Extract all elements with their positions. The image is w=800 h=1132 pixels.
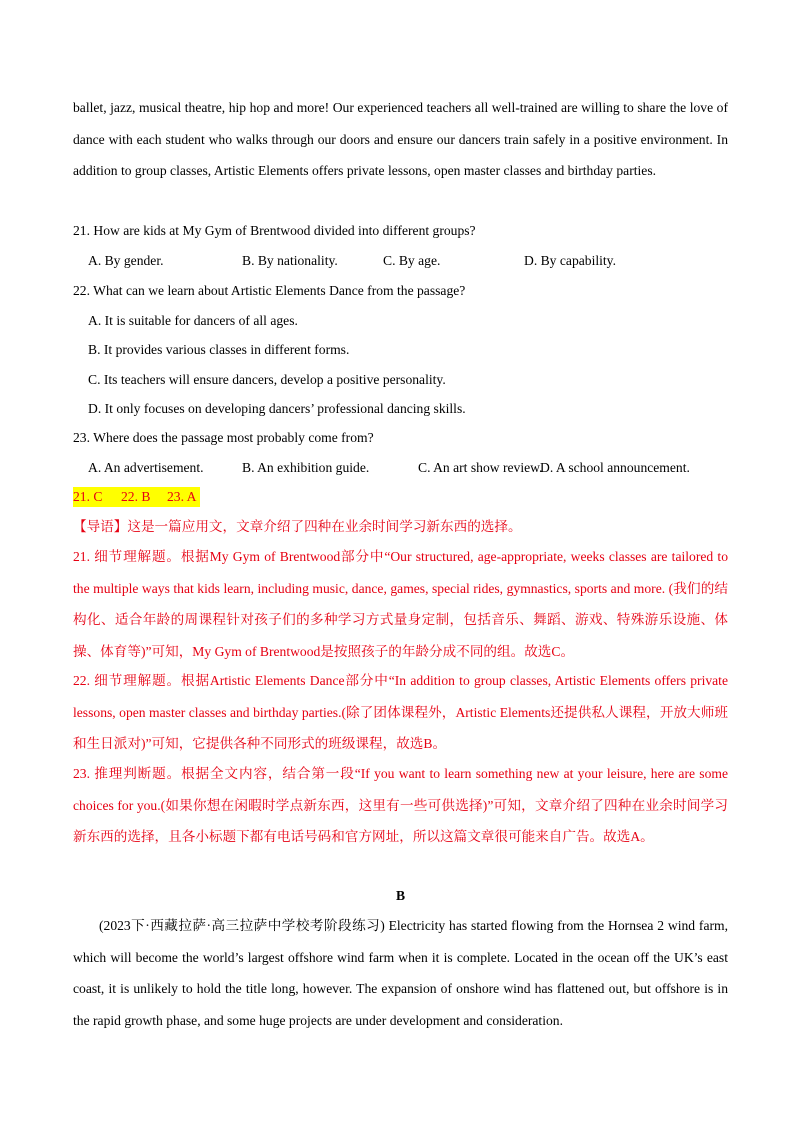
question-22-stem: 22. What can we learn about Artistic Elements Dance from the passage? [73,283,466,298]
explanation-q22: 22. 细节理解题。根据Artistic Elements Dance部分中“In addition to group classes, Artistic Elements offers private lessons, open master classes and birthday parties.(除了团体课程外，Artistic Elements还提供私人课程，开放大师班和生日派对)”可知，它提供各种不同形式的班级课程，故选B。 [73,673,728,751]
question-23-options [88,458,728,478]
section-b-heading: B [395,888,406,903]
q21-option-a: A. By gender. [88,253,164,268]
answer-key [73,487,200,507]
answer-23: 23. A [167,489,197,504]
q21-option-d: D. By capability. [524,253,616,268]
explanation-q21: 21. 细节理解题。根据My Gym of Brentwood部分中“Our structured, age-appropriate, weeks classes are tailored to the multiple ways that kids learn, including music, dance, games, special rides, gymnastics, sports and more. (我们的结构化、适合年龄的周课程针对孩子们的多种学习方式量身定制，包括音乐、舞蹈、游戏、特殊游乐设施、体操、体育等)”可知，My Gym of Brentwood是按照孩子的年龄分成不同的组。故选C。 [73,549,728,659]
question-23-stem: 23. Where does the passage most probably come from? [73,430,374,445]
q21-option-c: C. By age. [383,253,441,268]
q22-option-b: B. It provides various classes in different forms. [88,342,350,357]
q23-option-b: B. An exhibition guide. [242,460,370,475]
q23-option-a: A. An advertisement. [88,460,204,475]
explanation-q23: 23. 推理判断题。根据全文内容，结合第一段“If you want to learn something new at your leisure, here are some choices for you.(如果你想在闲暇时学点新东西，这里有一些可供选择)”可知，文章介绍了四种在业余时间学习新东西的选择，且各小标题下都有电话号码和官方网址，所以这篇文章很可能来自广告。故选A。 [73,766,728,844]
q22-option-a: A. It is suitable for dancers of all ages. [88,313,298,328]
answer-22: 22. B [121,489,151,504]
q23-option-c: C. An art show review. [418,460,543,475]
answer-21: 21. C [73,489,103,504]
q22-option-c: C. Its teachers will ensure dancers, develop a positive personality. [88,372,446,387]
q23-option-d: D. A school announcement. [540,460,690,475]
question-21-stem: 21. How are kids at My Gym of Brentwood divided into different groups? [73,223,476,238]
question-21-options [88,251,728,271]
q21-option-b: B. By nationality. [242,253,338,268]
passage-a-tail: ballet, jazz, musical theatre, hip hop and more! Our experienced teachers all well-trained are willing to share the love of dance with each student who walks through our doors and ensure our dancers train safely in a positive environment. In addition to group classes, Artistic Elements offers private lessons, open master classes and birthday parties. [73,100,728,178]
explanation-intro: 【导语】这是一篇应用文，文章介绍了四种在业余时间学习新东西的选择。 [73,519,522,534]
section-b-passage: (2023下·西藏拉萨·高三拉萨中学校考阶段练习) Electricity has started flowing from the Hornsea 2 wind farm, which will become the world’s largest offshore wind farm when it is complete. Located in the ocean off the UK’s east coast, it is unlikely to hold the title long, however. The expansion of onshore wind has flattened out, but offshore is in the rapid growth phase, and some huge projects are under development and consideration. [73,918,728,1028]
q22-option-d: D. It only focuses on developing dancers’ professional dancing skills. [88,401,466,416]
